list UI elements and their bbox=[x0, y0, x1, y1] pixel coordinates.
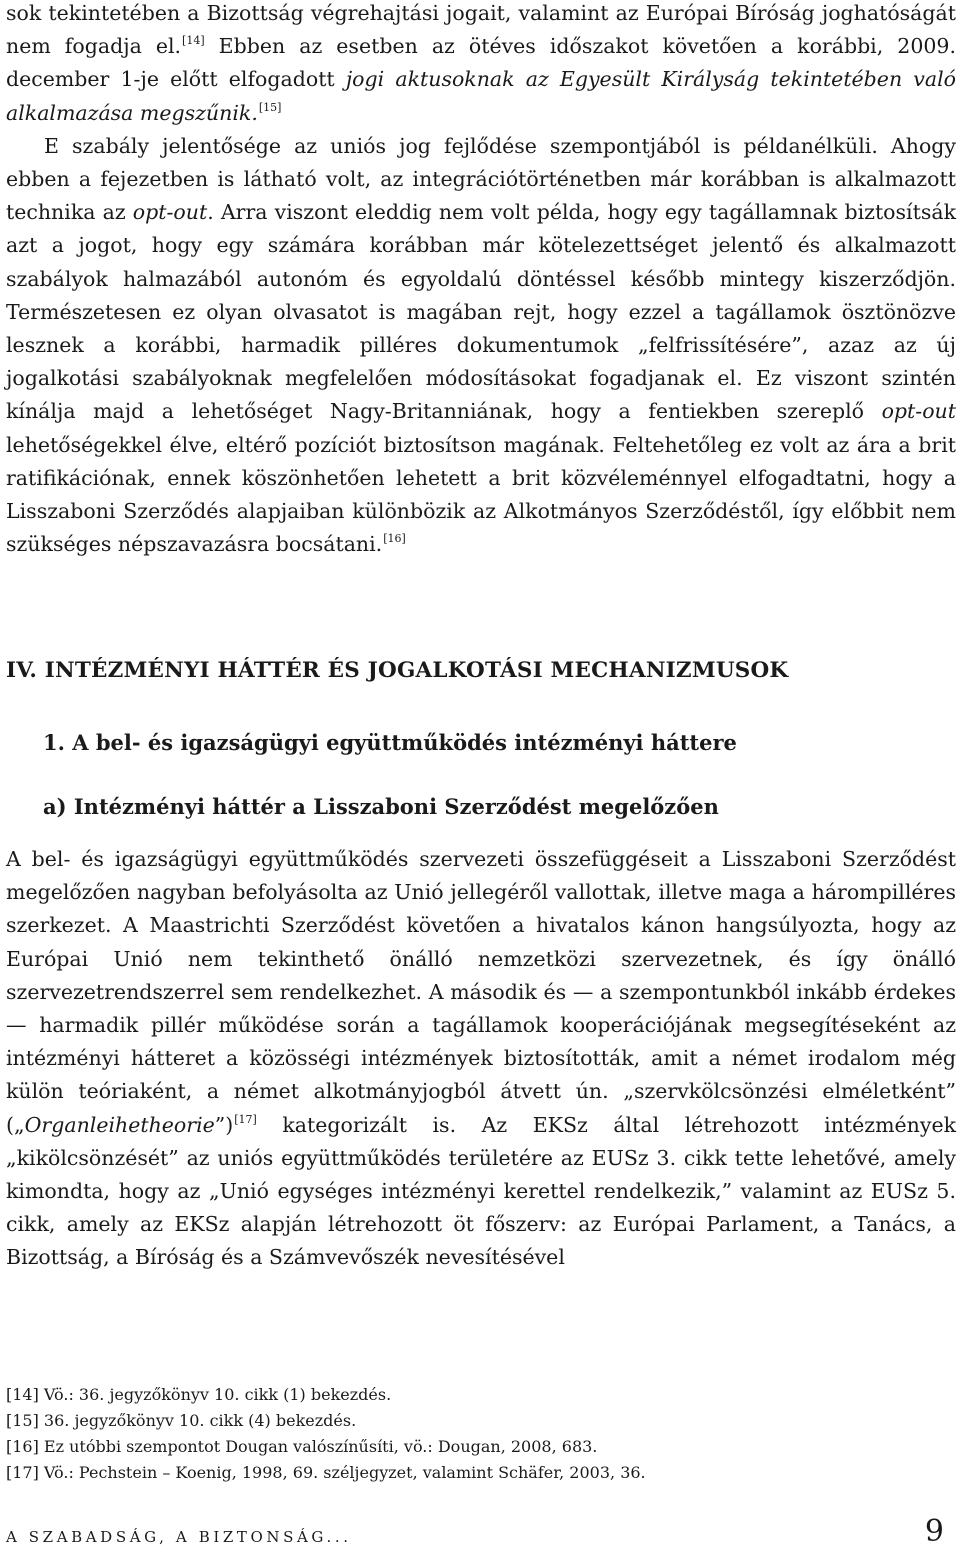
italic-text: jogi aktusoknak az Egyesült Királyság tekintetében való alkalmazása megszűnik. bbox=[6, 67, 956, 125]
paragraph-text: kategorizált is. Az EKSz által létrehozott intézmények „kikölcsönzését” az uniós együttműködés területére az EUSz 3. cikk tette lehetővé, amely kimondta, hogy az „Unió egységes intézményi kerettel rendelkezik,” valamint az EUSz 5. cikk, amely az EKSz alapján létrehozott öt főszerv: az Európai Parlament, a Tanács, a Bizottság, a Bíróság és a Számvevőszék nevesítésével bbox=[6, 1112, 956, 1270]
footnote-15: [15] 36. jegyzőkönyv 10. cikk (4) bekezdés. bbox=[6, 1411, 357, 1430]
page-number: 9 bbox=[924, 1514, 944, 1549]
footnote-14: [14] Vö.: 36. jegyzőkönyv 10. cikk (1) bekezdés. bbox=[6, 1385, 392, 1404]
section-heading: IV. INTÉZMÉNYI HÁTTÉR ÉS JOGALKOTÁSI MECHANIZMUSOK bbox=[6, 658, 789, 683]
paragraph-text: lehetőségekkel élve, eltérő pozíciót biztosítson magának. Feltehetőleg ez volt az ára a brit ratifikációnak, ennek köszönhetően lehetett a brit közvéleménnyel elfogadtatni, hogy a Lisszaboni Szerződés alapjaiban különbözik az Alkotmányos Szerződéstől, így előbbit nem szükséges népszavazásra bocsátani. bbox=[6, 432, 956, 557]
italic-text: opt-out bbox=[881, 399, 956, 424]
paragraph-text: sok tekintetében a Bizottság végrehajtási jogait, valamint az Európai Bíróság joghatóságát nem fogadja el. bbox=[6, 1, 956, 59]
footnote-16: [16] Ez utóbbi szempontot Dougan valószínűsíti, vö.: Dougan, 2008, 683. bbox=[6, 1437, 598, 1456]
paragraph-text: . Arra viszont eleddig nem volt példa, hogy egy tagállamnak biztosítsák azt a jogot, hogy egy számára korábban már kötelezettséget jelentő és alkalmazott szabályok halmazából autonóm és egyoldalú döntéssel később mintegy kiszerződjön. Természetesen ez olyan olvasatot is magában rejt, hogy ezzel a tagállamok ösztönözve lesznek a korábbi, harmadik pilléres dokumentumok „felfrissítésére”, azaz az új jogalkotási szabályoknak megfelelően módosításokat fogadjanak el. Ez viszont szintén kínálja majd a lehetőséget Nagy-Britanniának, hogy a fentiekben szereplő bbox=[6, 200, 956, 424]
running-title: A SZABADSÁG, A BIZTONSÁG... bbox=[6, 1528, 352, 1546]
paragraph-text: A bel- és igazságügyi együttműködés szervezeti összefüggéseit a Lisszaboni Szerződést megelőzően nagyban befolyásolta az Unió jellegéről vallottak, illetve maga a hárompilléres szerkezet. A Maastrichti Szerződést követően a hivatalos kánon hangsúlyozta, hogy az Európai Unió nem tekinthető önálló nemzetközi szervezetnek, és így önálló szervezetrendszerrel sem rendelkezhet. A második és — a szempontunkból inkább érdekes — harmadik pillér működése során a tagállamok kooperációjának megsegítéseként az intézményi hátteret a közösségi intézmények biztosították, amit a német irodalom még külön teóriaként, a német alkotmányjogból átvett ún. „szervkölcsönzési elméletként” („ bbox=[6, 847, 956, 1137]
footnote-ref-15[interactable]: [15] bbox=[258, 100, 282, 114]
paragraph-institutional-background bbox=[6, 843, 956, 1275]
paragraph-text: ”) bbox=[214, 1112, 234, 1137]
subsection-heading: 1. A bel- és igazságügyi együttműködés intézményi háttere bbox=[43, 730, 737, 755]
footnotes bbox=[6, 1382, 646, 1486]
paragraph-opt-out bbox=[6, 130, 956, 562]
subsubsection-heading: a) Intézményi háttér a Lisszaboni Szerződést megelőzően bbox=[43, 794, 719, 819]
italic-text: Organleihetheorie bbox=[24, 1112, 215, 1137]
footnote-17: [17] Vö.: Pechstein – Koenig, 1998, 69. széljegyzet, valamint Schäfer, 2003, 36. bbox=[6, 1463, 646, 1482]
paragraph-text: Ebben az esetben az ötéves időszakot követően a korábbi, 2009. december 1-je előtt elfogadott bbox=[6, 34, 956, 92]
italic-text: opt-out bbox=[132, 200, 208, 225]
paragraph-text: E szabály jelentősége az uniós jog fejlődése szempontjából is példanélküli. Ahogy ebben a fejezetben is látható volt, az integrációtörténetben már korábban is alkalmazott technika az bbox=[6, 133, 956, 225]
footnote-ref-17[interactable]: [17] bbox=[234, 1112, 257, 1126]
page-body bbox=[6, 0, 956, 1546]
paragraph-continuation bbox=[6, 0, 956, 130]
footnote-ref-16[interactable]: [16] bbox=[383, 532, 406, 546]
footnote-ref-14[interactable]: [14] bbox=[182, 34, 205, 48]
